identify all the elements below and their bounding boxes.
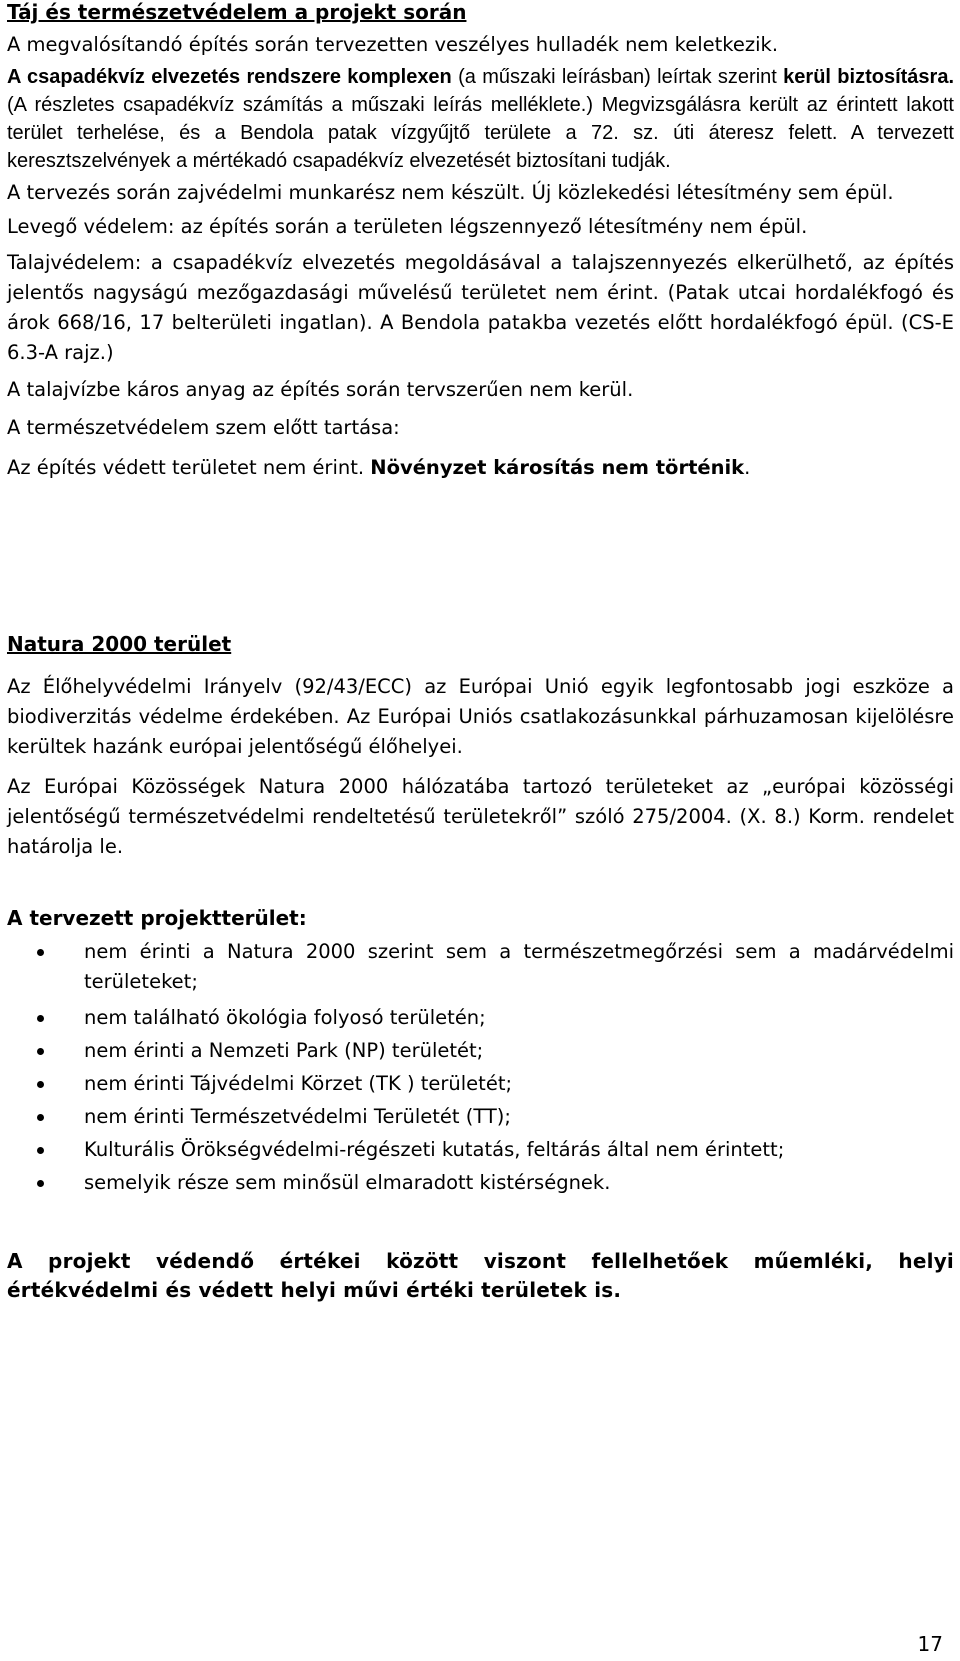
section-natura-2000 [7,629,954,862]
bullet-icon [37,1048,44,1055]
list-item-text: nem érinti Tájvédelmi Körzet (TK ) területét; [84,1072,513,1095]
paragraph-vedett-terulet [7,453,954,483]
bullet-list [7,937,954,1199]
list-item-text: nem érinti a Nemzeti Park (NP) területét; [84,1039,484,1062]
bullet-icon [37,1015,44,1022]
paragraph-talajvedelem: Talajvédelem: a csapadékvíz elvezetés megoldásával a talajszennyezés elkerülhető, az építés jelentős nagyságú mezőgazdasági művelésű területet nem érint. (Patak utcai hordalékfogó és árok 668/16, 17 belterületi ingatlan). A Bendola patakba vezetés előtt hordalékfogó épül. (CS-E 6.3-A rajz.) [7,251,954,364]
page-number: 17 [917,1632,943,1656]
section-taj-termeszetvedelem [7,0,954,27]
paragraph-text: . [744,456,751,479]
bullet-icon [37,949,44,956]
paragraph-levego: Levegő védelem: az építés során a területen légszennyező létesítmény nem épül. [7,215,808,238]
bold-text: Növényzet károsítás nem történik [370,456,745,479]
bullet-icon [37,1081,44,1088]
closing-statement: A projekt védendő értékei között viszont fellelhetőek műemléki, helyi értékvédelmi és védett helyi művi értéki területek is. [7,1249,954,1302]
list-item [7,937,954,997]
paragraph-text: (a műszaki leírásban) leírtak szerint [451,66,784,88]
list-item [7,1068,954,1100]
bullet-icon [37,1180,44,1187]
list-item [7,1002,954,1034]
list-item [7,1134,954,1166]
bold-text: A csapadékvíz elvezetés rendszere komplexen [7,66,452,88]
paragraph-hulladek: A megvalósítandó építés során tervezetten veszélyes hulladék nem keletkezik. [7,33,779,56]
paragraph-zajvedelem: A tervezés során zajvédelmi munkarész nem készült. Új közlekedési létesítmény sem épül. [7,181,894,204]
section-projektterulet [7,903,954,1199]
bullet-icon [37,1114,44,1121]
list-item-text: nem érinti a Natura 2000 szerint sem a természetmegőrzési sem a madárvédelmi területeket; [84,940,954,993]
section-title: A tervezett projektterület: [7,906,307,930]
section1-body [7,31,954,483]
paragraph-talajviz: A talajvízbe káros anyag az építés során tervszerűen nem kerül. [7,378,634,401]
section-title: Natura 2000 terület [7,632,232,656]
bold-text: kerül biztosításra. [783,66,954,88]
paragraph-natura-halozat: Az Európai Közösségek Natura 2000 hálózatába tartozó területeket az „európai közösségi jelentőségű természetvédelmi rendeltetésű területekről” szóló 275/2004. (X. 8.) Korm. rendelet határolja le. [7,775,954,858]
paragraph-text: (A részletes csapadékvíz számítás a műszaki leírás melléklete.) Megvizsgálásra került az érintett lakott terület terhelése, és a Bendola patak vízgyűjtő területe a 72. sz. úti áteresz felett. A tervezett keresztszelvények a mértékadó csapadékvíz elvezetését biztosítani tudják. [7,94,954,172]
list-item [7,1167,954,1199]
paragraph-csapadekviz [7,63,954,175]
list-item-text: semelyik része sem minősül elmaradott kistérségnek. [84,1171,611,1194]
list-item-text: nem található ökológia folyosó területén; [84,1006,486,1029]
bullet-icon [37,1147,44,1154]
section-title: Táj és természetvédelem a projekt során [7,0,467,24]
list-item [7,1035,954,1067]
paragraph-text: Az építés védett területet nem érint. [7,456,371,479]
paragraph-termeszetvedelem: A természetvédelem szem előtt tartása: [7,416,400,439]
list-item-text: nem érinti Természetvédelmi Területét (TT); [84,1105,511,1128]
list-item-text: Kulturális Örökségvédelmi-régészeti kutatás, feltárás által nem érintett; [84,1138,785,1161]
list-item [7,1101,954,1133]
paragraph-elohelyvedelmi: Az Élőhelyvédelmi Irányelv (92/43/ECC) az Európai Unió egyik legfontosabb jogi eszköze a biodiverzitás védelme érdekében. Az Európai Uniós csatlakozásunkkal párhuzamosan kijelölésre kerültek hazánk európai jelentőségű élőhelyei. [7,675,954,758]
closing-statement-block [7,1247,954,1305]
